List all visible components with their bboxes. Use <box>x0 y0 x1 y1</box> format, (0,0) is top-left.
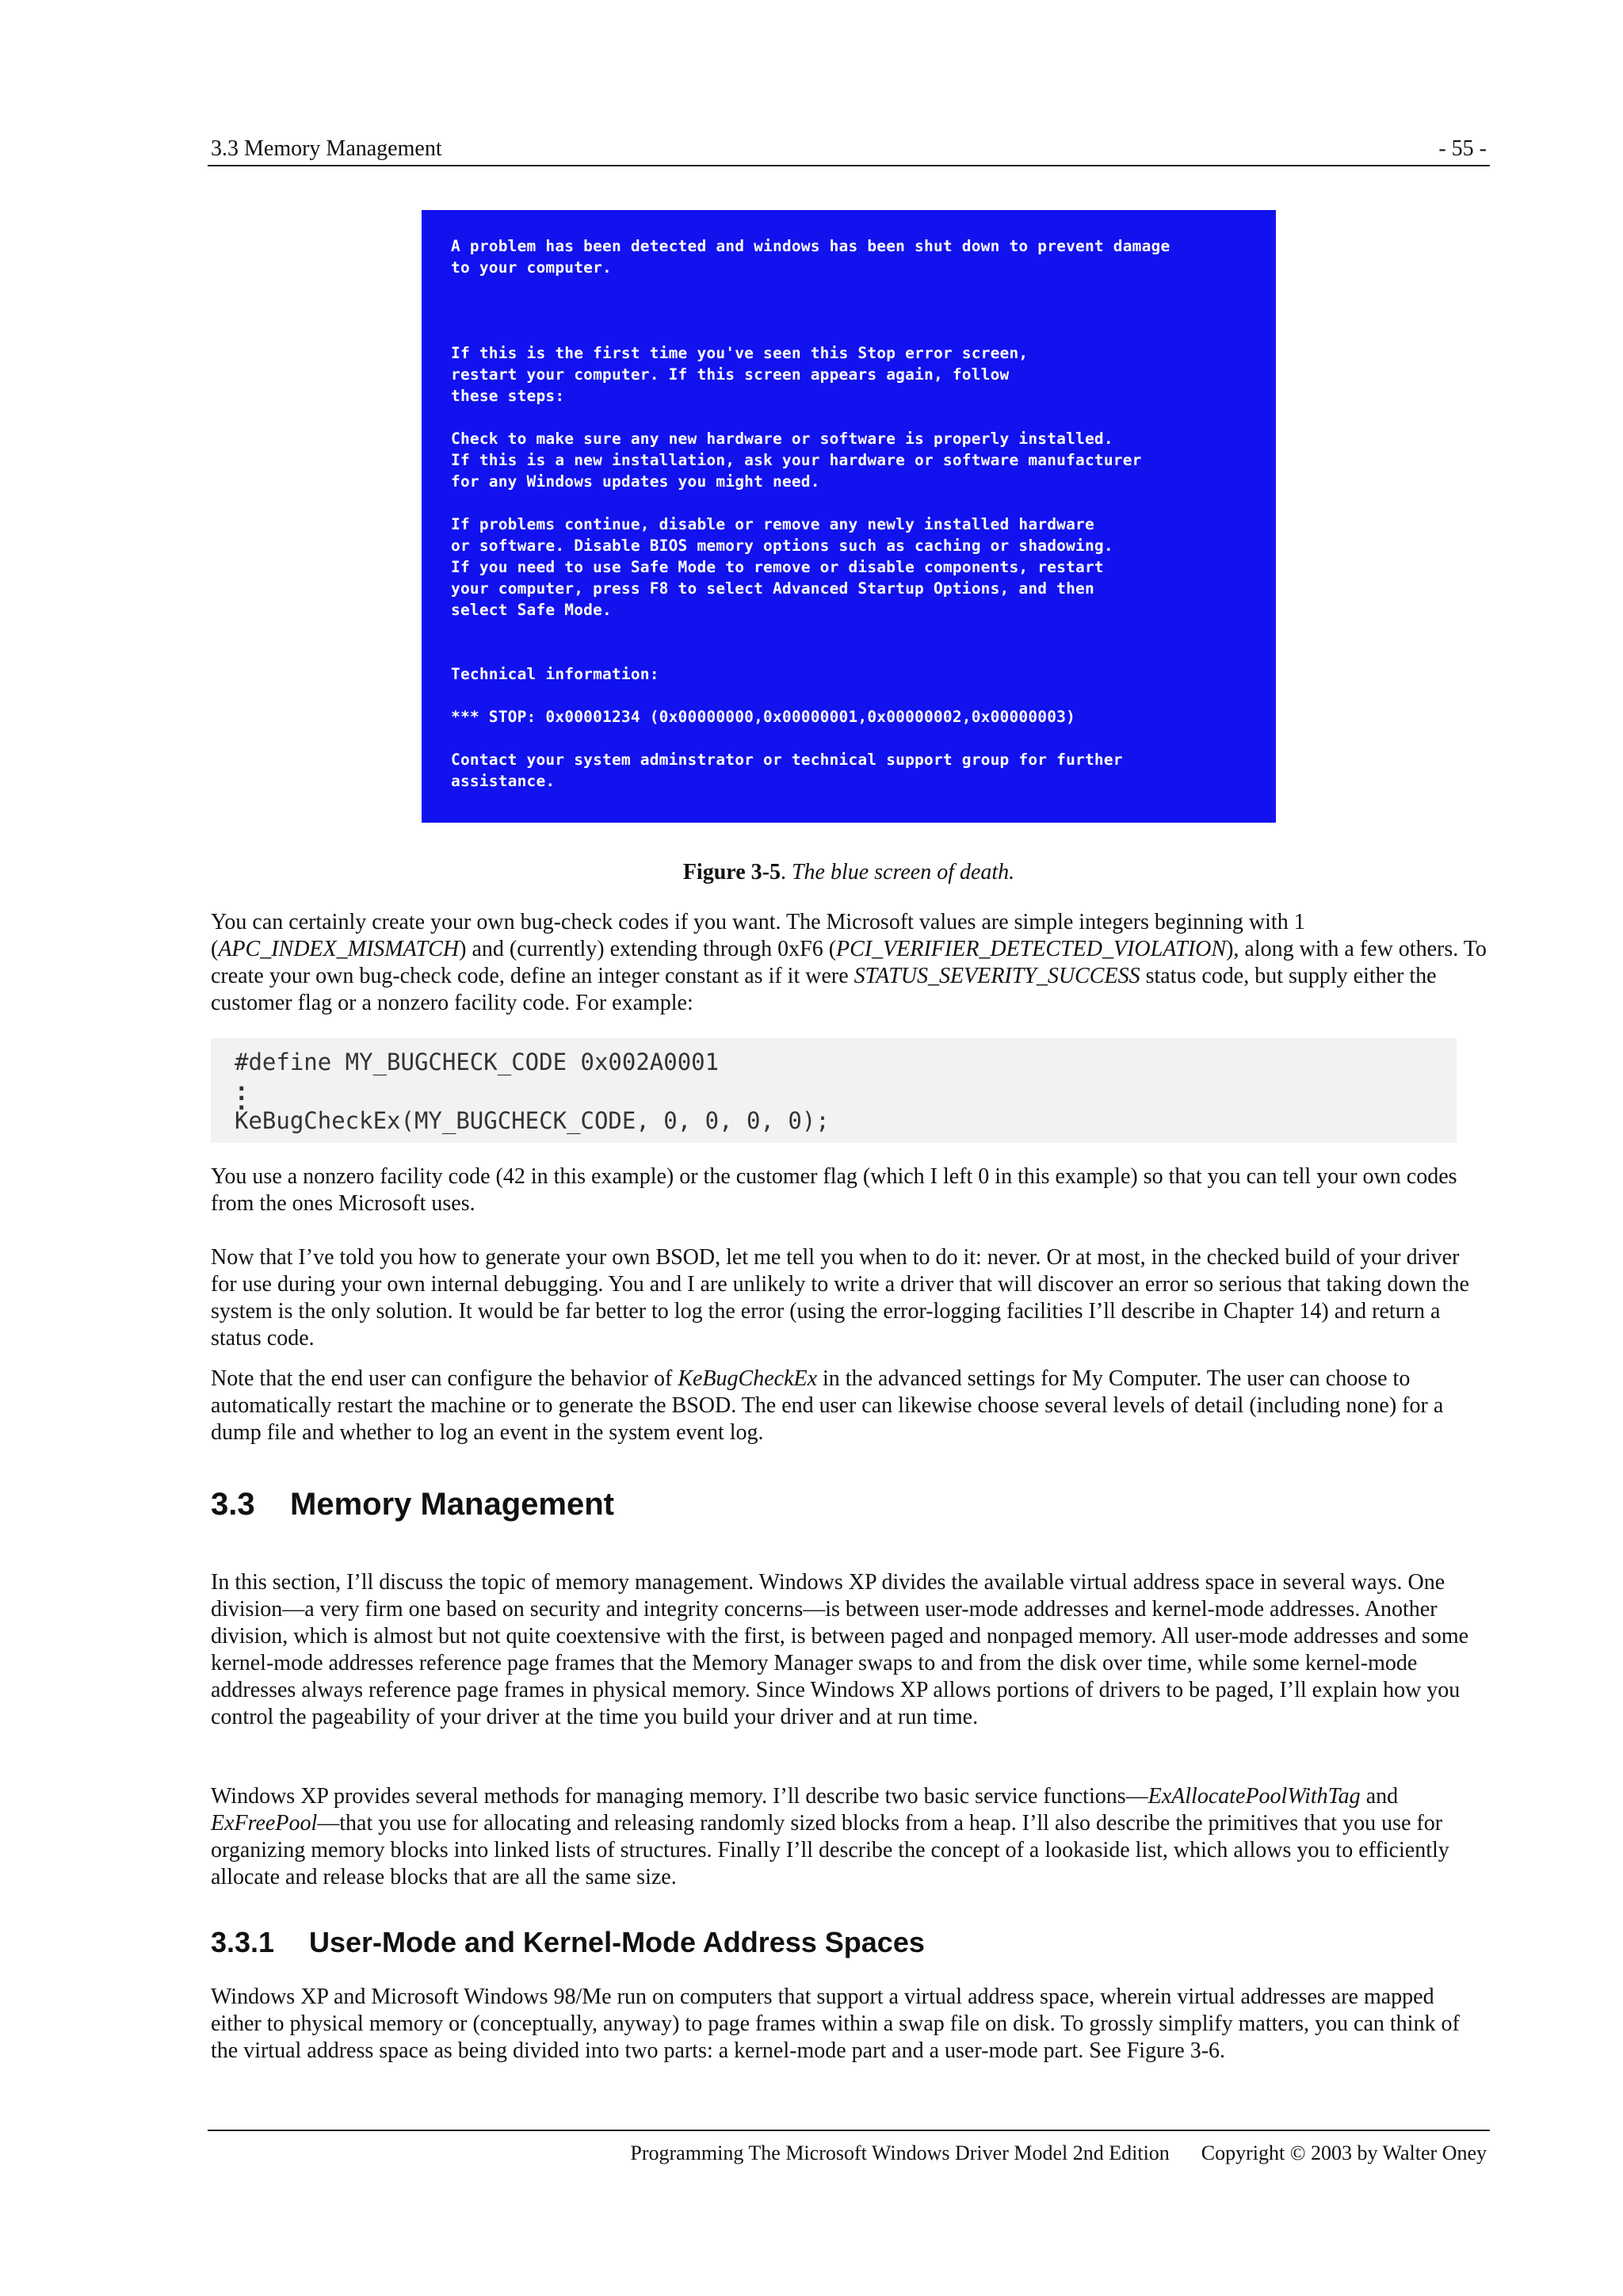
section-heading <box>211 1487 614 1522</box>
italic-identifier: STATUS_SEVERITY_SUCCESS <box>854 964 1140 988</box>
footer-book-title: Programming The Microsoft Windows Driver Model 2nd Edition <box>630 2141 1170 2164</box>
figure-caption: Figure 3-5. The blue screen of death. <box>682 860 1015 884</box>
bsod-line: for any Windows updates you might need. <box>451 472 820 491</box>
bsod-line: If this is the first time you've seen this Stop error screen, <box>451 344 1029 362</box>
bsod-line: Contact your system adminstrator or technical support group for further <box>451 751 1123 769</box>
text-run: and <box>1360 1784 1399 1809</box>
subsection-title: User-Mode and Kernel-Mode Address Spaces <box>309 1926 925 1958</box>
figure-caption-text: The blue screen of death. <box>791 860 1015 884</box>
bsod-line: these steps: <box>451 387 565 405</box>
subsection-number: 3.3.1 <box>211 1926 275 1958</box>
bsod-line: A problem has been detected and windows has been shut down to prevent damage <box>451 237 1170 255</box>
text-run: You can certainly create your own bug-check codes if you want. The Microsoft values are simple integers beginning with 1 ( <box>211 910 1305 961</box>
paragraph <box>211 1366 1487 1446</box>
header-section-title: 3.3 Memory Management <box>211 136 442 161</box>
text-run: Windows XP provides several methods for managing memory. I’ll describe two basic service functions— <box>211 1784 1148 1809</box>
section-title: Memory Management <box>290 1487 614 1522</box>
paragraph <box>211 1783 1487 1891</box>
bsod-line: If you need to use Safe Mode to remove or disable components, restart <box>451 558 1104 576</box>
text-run: ) and (currently) extending through 0xF6 ( <box>459 937 837 961</box>
text-run: in the advanced settings for My Computer. The user can choose to automatically restart the machine or to generate the BSOD. The end user can likewise choose several levels of detail (including none) for a dump file and whether to log an event in the system event log. <box>211 1366 1444 1445</box>
text-run: —that you use for allocating and releasing randomly sized blocks from a heap. I’ll also describe the primitives that you use for organizing memory blocks into linked lists of structures. Finally I’ll describe the concept of a lookaside list, which allows you to efficiently allocate and release blocks that are all the same size. <box>211 1811 1449 1889</box>
bsod-line: Check to make sure any new hardware or software is properly installed. <box>451 430 1113 448</box>
bsod-line: select Safe Mode. <box>451 601 612 619</box>
italic-identifier: KeBugCheckEx <box>678 1366 818 1391</box>
footer-rule <box>208 2130 1490 2131</box>
bsod-line: Technical information: <box>451 665 659 683</box>
italic-identifier: ExFreePool <box>211 1811 318 1836</box>
bsod-line: or software. Disable BIOS memory options such as caching or shadowing. <box>451 537 1113 555</box>
italic-identifier: ExAllocatePoolWithTag <box>1148 1784 1361 1809</box>
italic-identifier: APC_INDEX_MISMATCH <box>218 937 460 961</box>
code-ellipsis: . . . <box>235 1069 249 1115</box>
paragraph: You use a nonzero facility code (42 in this example) or the customer flag (which I left 0 in this example) so that you can tell your own codes from the ones Microsoft uses. <box>211 1164 1457 1216</box>
paragraph: Windows XP and Microsoft Windows 98/Me run on computers that support a virtual address space, wherein virtual addresses are mapped either to physical memory or (conceptually, anyway) to page frames within a swap file on disk. To grossly simplify matters, you can think of the virtual address space as being divided into two parts: a kernel-mode part and a user-mode part. See Figure 3-6. <box>211 1985 1460 2063</box>
figure-label: Figure 3-5 <box>682 860 781 884</box>
bsod-line: If this is a new installation, ask your hardware or software manufacturer <box>451 451 1142 469</box>
bsod-line: assistance. <box>451 772 556 790</box>
code-line: KeBugCheckEx(MY_BUGCHECK_CODE, 0, 0, 0, 0); <box>235 1107 830 1134</box>
code-block <box>211 1038 1457 1143</box>
footer-copyright: Copyright © 2003 by Walter Oney <box>1201 2141 1487 2164</box>
paragraph: In this section, I’ll discuss the topic of memory management. Windows XP divides the available virtual address space in several ways. One division—a very firm one based on security and integrity concerns—is between user-mode addresses and kernel-mode addresses. Another division, which is almost but not quite coextensive with the first, is between paged and nonpaged memory. All user-mode addresses and some kernel-mode addresses reference page frames that the Memory Manager swaps to and from the disk over time, while some kernel-mode addresses always reference page frames in physical memory. Since Windows XP allows portions of drivers to be paged, I’ll explain how you control the pageability of your driver at the time you build your driver and at run time. <box>211 1570 1469 1729</box>
bsod-line: restart your computer. If this screen appears again, follow <box>451 365 1010 384</box>
paragraph <box>211 909 1487 1017</box>
code-line: #define MY_BUGCHECK_CODE 0x002A0001 <box>235 1049 720 1075</box>
bsod-line: If problems continue, disable or remove any newly installed hardware <box>451 515 1094 533</box>
bsod-stop-code: *** STOP: 0x00001234 (0x00000000,0x00000001,0x00000002,0x00000003) <box>451 708 1076 726</box>
header-page-number: - 55 - <box>1438 136 1487 161</box>
text-run: ), along with a few others. To create your own bug-check code, define an integer constant as if it were <box>211 937 1487 988</box>
subsection-heading <box>211 1926 925 1959</box>
text-run: status code, but supply either the customer flag or a nonzero facility code. For example: <box>211 964 1437 1015</box>
running-header <box>208 133 1490 166</box>
italic-identifier: PCI_VERIFIER_DETECTED_VIOLATION <box>836 937 1227 961</box>
page-footer <box>630 2141 1487 2165</box>
bsod-figure <box>422 210 1276 823</box>
paragraph: Now that I’ve told you how to generate your own BSOD, let me tell you when to do it: never. Or at most, in the checked build of your driver for use during your own internal debugging. You and I are unlikely to write a driver that will discover an error so serious that taking down the system is the only solution. It would be far better to log the error (using the error-logging facilities I’ll describe in Chapter 14) and return a status code. <box>211 1245 1469 1350</box>
bsod-line: your computer, press F8 to select Advanced Startup Options, and then <box>451 579 1094 598</box>
text-run: Note that the end user can configure the behavior of <box>211 1366 678 1391</box>
section-number: 3.3 <box>211 1487 255 1522</box>
bsod-line: to your computer. <box>451 258 612 277</box>
